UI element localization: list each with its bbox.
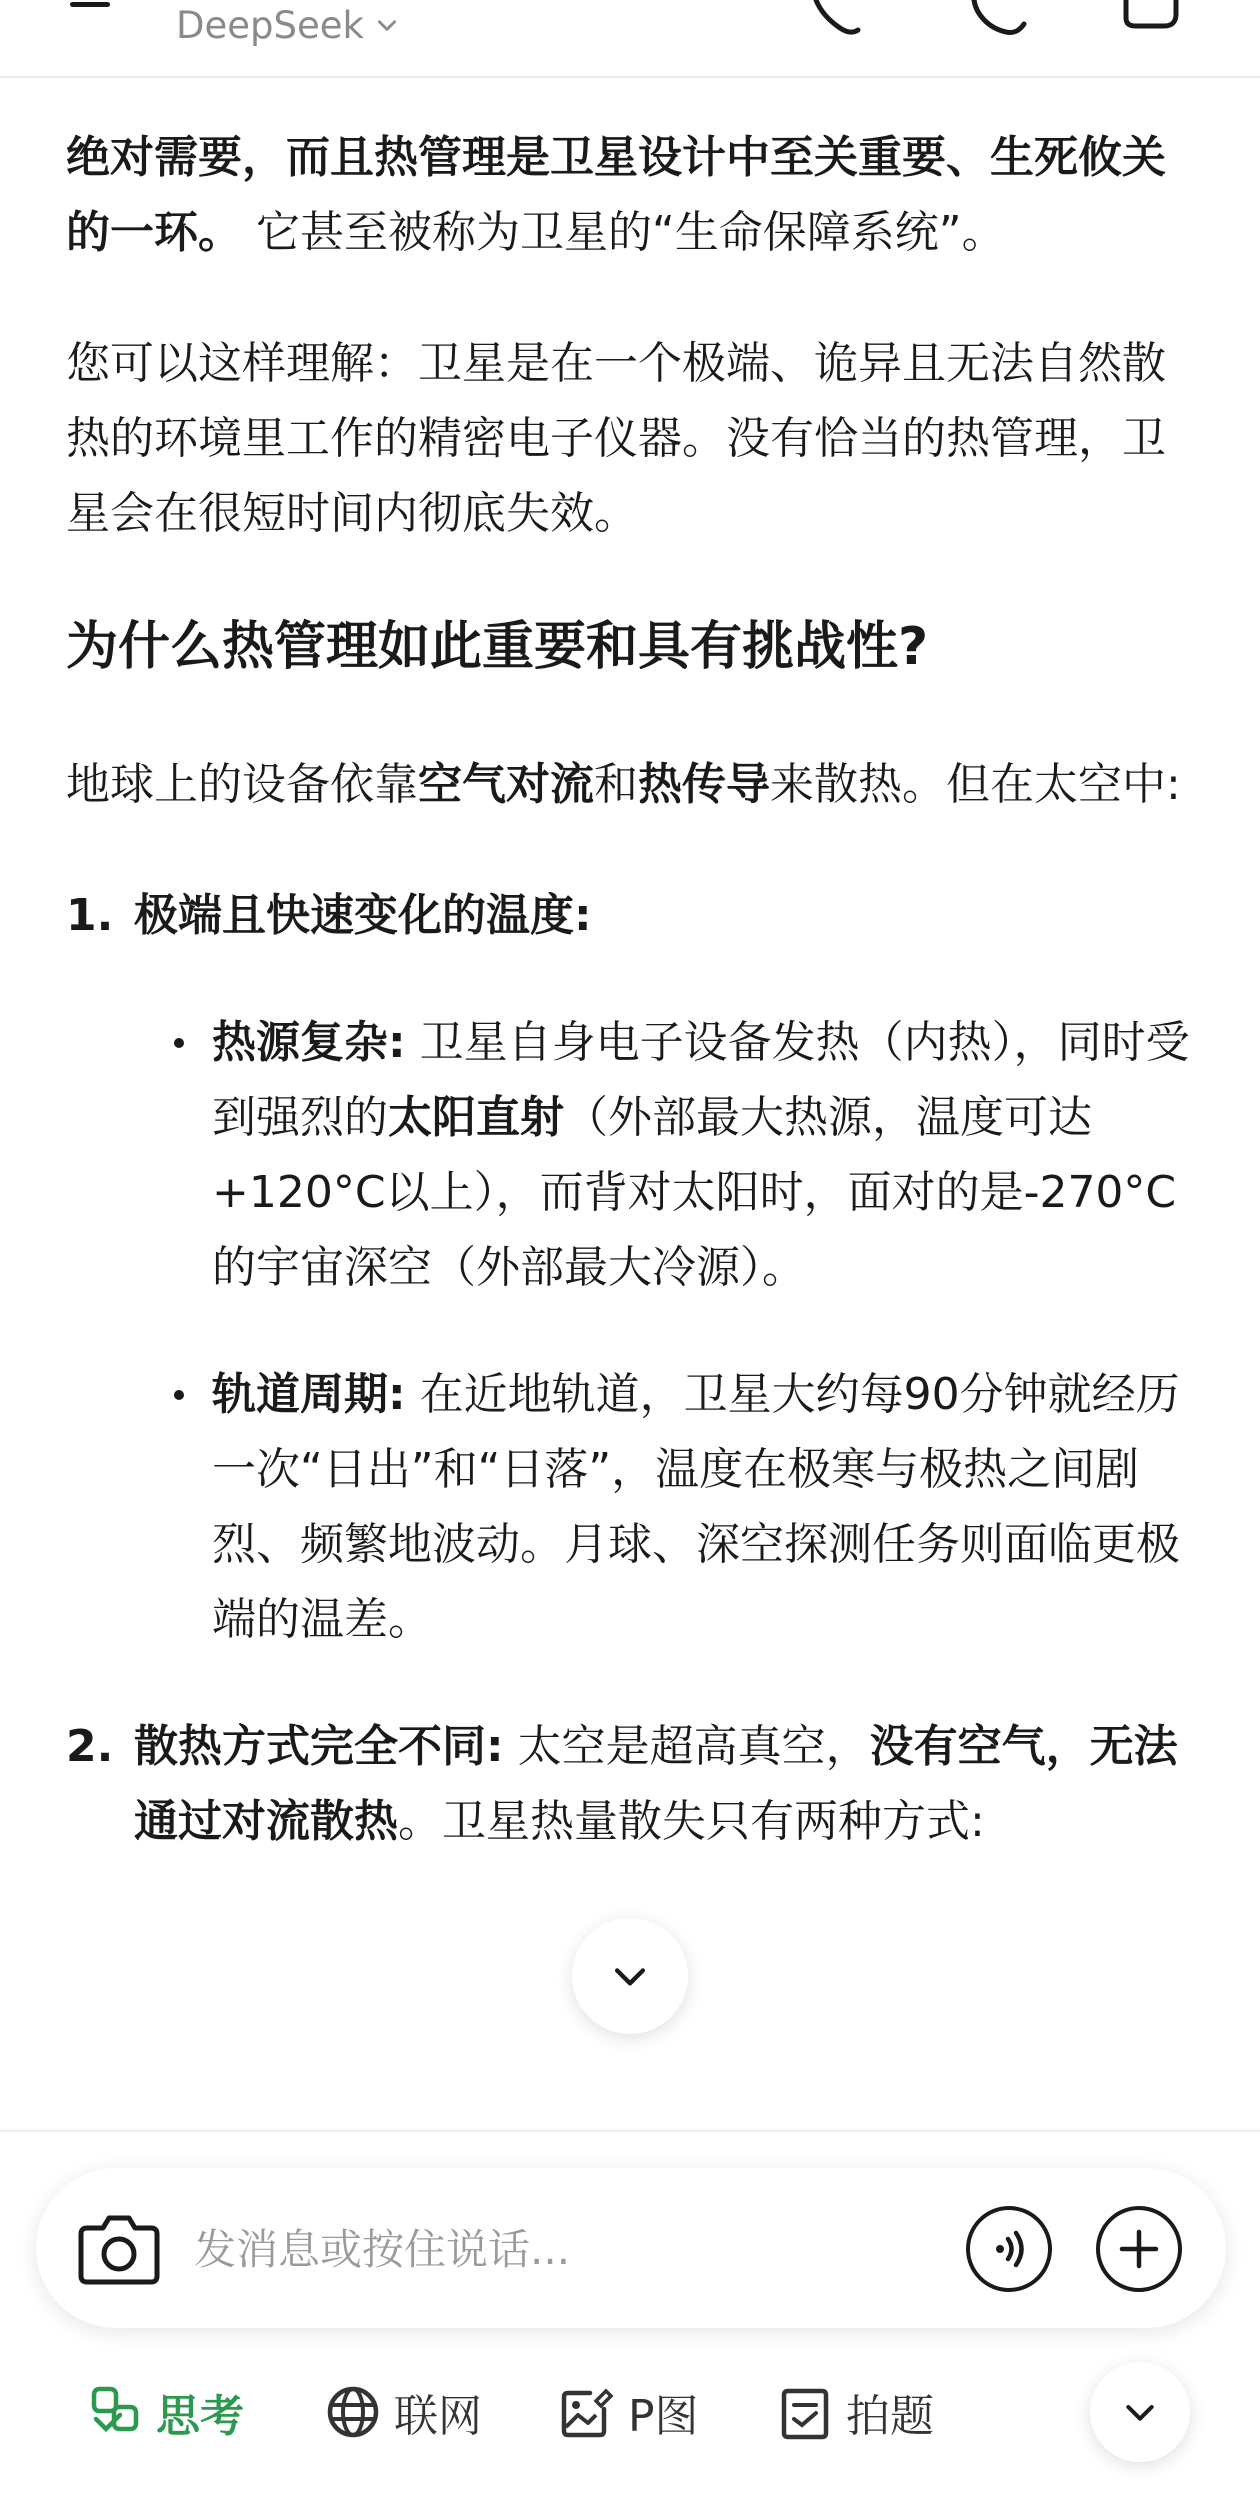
list-item: [66, 878, 1196, 1657]
call-icon[interactable]: [806, 0, 878, 36]
tool-image-label: P图: [628, 2391, 699, 2442]
list-item: [66, 1709, 1196, 1859]
list-number: 1.: [66, 890, 114, 941]
text-span: 太空是超高真空，: [503, 1721, 870, 1772]
think-icon: [86, 2383, 144, 2441]
list-number: 2.: [66, 1721, 114, 1772]
list-item-body: [134, 1709, 1196, 1859]
voice-wave-icon: [984, 2224, 1034, 2274]
bullet-item: [212, 1357, 1196, 1657]
bold-conduction: 热传导: [638, 759, 770, 810]
tool-image-button[interactable]: [558, 2372, 699, 2452]
intro-paragraph: [66, 120, 1196, 270]
tool-photo-button[interactable]: [776, 2372, 934, 2452]
bullet-label: 热源复杂:: [212, 1017, 406, 1068]
chevron-down-icon: [1120, 2392, 1160, 2432]
composer-area: [0, 2130, 1260, 2507]
composer-bar: [36, 2168, 1226, 2328]
list-item-title-text: 极端且快速变化的温度:: [134, 890, 592, 941]
earth-cooling-paragraph: [66, 747, 1196, 822]
list-item-title: [134, 878, 1196, 953]
tool-web-label: 联网: [394, 2391, 482, 2442]
message-input[interactable]: [194, 2208, 954, 2290]
text-span: 在近地轨道，卫星大约每90分钟就经历一次“日出”和“日落”，温度在极寒与极热之间剧烈、频繁地波动。月球、深空探测任务则面临更极端的温差。: [212, 1369, 1180, 1645]
assistant-message: [66, 120, 1196, 1859]
text-span: 卫星自身电子设备发热（内热），同时受到强烈的: [212, 1017, 1190, 1143]
bold-text: 太阳直射: [388, 1092, 564, 1143]
bullet-item: [212, 1005, 1196, 1305]
tool-think-button[interactable]: [86, 2372, 244, 2452]
section-heading: 为什么热管理如此重要和具有挑战性?: [66, 617, 929, 677]
chevron-down-icon: [374, 12, 400, 38]
menu-icon[interactable]: [70, 0, 110, 8]
bold-text: 没有空气，无法通过对流散热: [134, 1721, 1178, 1847]
bold-convection: 空气对流: [418, 759, 594, 810]
camera-button[interactable]: [76, 2206, 162, 2292]
bullet-label: 散热方式完全不同:: [134, 1721, 504, 1772]
new-chat-icon[interactable]: [1120, 0, 1192, 36]
phone-icon[interactable]: [966, 0, 1038, 36]
camera-icon: [77, 2212, 161, 2286]
tool-web-button[interactable]: [324, 2372, 482, 2452]
bullet-label: 轨道周期:: [212, 1369, 406, 1420]
text-span: 和: [594, 759, 638, 810]
text-span: 。卫星热量散失只有两种方式:: [398, 1796, 985, 1847]
top-bar: [0, 0, 1260, 78]
tool-think-label: 思考: [156, 2391, 244, 2442]
explanation-paragraph: 您可以这样理解：卫星是在一个极端、诡异且无法自然散热的环境里工作的精密电子仪器。没有恰当的热管理，卫星会在很短时间内彻底失效。: [66, 338, 1166, 539]
model-name: DeepSeek: [176, 3, 364, 47]
tool-photo-label: 拍题: [846, 2391, 934, 2442]
globe-icon: [324, 2383, 382, 2441]
expand-tools-button[interactable]: [1090, 2362, 1190, 2462]
intro-rest-text: 它甚至被称为卫星的“生命保障系统”。: [242, 207, 1006, 258]
intro-bold-text: 绝对需要，而且热管理是卫星设计中至关重要、生死攸关的一环。: [66, 132, 1166, 258]
text-span: （外部最大热源，温度可达+120°C以上），而背对太阳时，面对的是-270°C的宇宙深空（外部最大冷源）。: [212, 1092, 1177, 1293]
scroll-to-bottom-button[interactable]: [572, 1918, 688, 2034]
chevron-down-icon: [608, 1954, 652, 1998]
bullet-list: [134, 1005, 1196, 1657]
attach-button[interactable]: [1096, 2206, 1182, 2292]
text-span: 地球上的设备依靠: [66, 759, 418, 810]
model-switcher[interactable]: [176, 0, 400, 50]
text-span: 来散热。但在太空中:: [770, 759, 1181, 810]
plus-icon: [1116, 2226, 1162, 2272]
image-edit-icon: [558, 2383, 616, 2441]
voice-button[interactable]: [966, 2206, 1052, 2292]
document-check-icon: [776, 2383, 834, 2441]
